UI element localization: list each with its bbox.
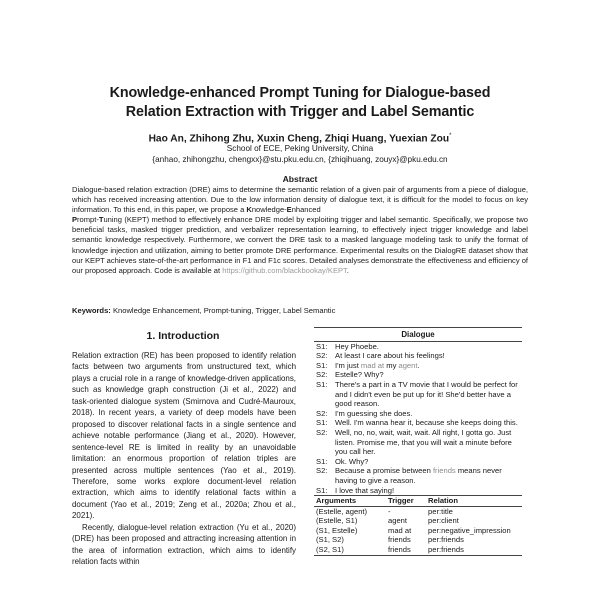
utterance-text: means never having to give a reason. [335, 466, 502, 485]
dialogue-turn [314, 486, 522, 496]
paper-title [0, 84, 600, 122]
table-row [314, 506, 522, 516]
author-emails: {anhao, zhihongzhu, chengxx}@stu.pku.edu.cn, {zhiqihuang, zouyx}@pku.edu.cn [152, 155, 448, 164]
cell-arguments: (Estelle, agent) [316, 506, 368, 516]
utterance [333, 418, 522, 428]
relation-table [314, 496, 522, 555]
abstract-body [72, 185, 528, 276]
introduction-body [72, 350, 296, 568]
cell-relation: per:negative_impression [428, 525, 511, 535]
cell-trigger: friends [388, 545, 411, 555]
trigger-highlight: friends [432, 466, 456, 476]
dialogue-turn [314, 409, 522, 419]
relation-header-row [314, 496, 522, 506]
utterance [333, 428, 522, 457]
utterance-text: Well. I'm wanna hear it, because she keeps doing this. [335, 418, 518, 428]
table-row [314, 535, 522, 545]
abstract-text: Dialogue-based relation extraction (DRE) aims to determine the semantic relation of a given pair of arguments from a piece of dialogue, which has received increasing attention. Due to the low information density of dialogue text, it is difficult for the model to focus on key information. To this end, in this paper, we propose a [72, 185, 528, 215]
title-line-1: Knowledge-enhanced Prompt Tuning for Dialogue-based [109, 85, 491, 101]
utterance-text: Because a promise between [335, 466, 433, 476]
acronym-letter: T [98, 215, 104, 225]
cell-relation: per:friends [428, 545, 464, 555]
section-heading-introduction: 1. Introduction [146, 330, 220, 342]
cell-arguments: (S1, S2) [316, 535, 344, 545]
abstract-text: . [346, 265, 349, 275]
dialogue-turn [314, 361, 522, 371]
keywords-label: Keywords: [72, 306, 111, 315]
abstract-text: nhanced [291, 205, 321, 215]
col-trigger: Trigger [388, 496, 428, 506]
table-bottom-rule [314, 555, 522, 556]
dialogue-heading: Dialogue [401, 330, 435, 339]
cell-trigger: friends [388, 535, 411, 545]
utterance [333, 409, 522, 419]
dialogue-turn [314, 380, 522, 409]
speaker-label: S1: [316, 418, 328, 428]
intro-paragraph-1: Relation extraction (RE) has been proposed to identify relation facts between two arguments from unstructured text, which plays a crucial role in a range of knowledge-driven applications, such as knowledge graph construction (Ji et al., 2022) and task-oriented dialogue system (Smirnova and Cudré-Mauroux, 2018). In recent years, a variety of deep models have been proposed to discover relational facts in a single sentence and achieve notable performance (Jiang et al., 2020). However, sentence-level RE is limited in reality by an unavoidable limitation: an enormous proportion of relation triples are presented across multiple sentences (Yao et al., 2019). Therefore, some works explore document-level relation extraction, which aims to identify relational facts within a document (Yao et al., 2019; Zeng et al., 2020a; Zhou et al., 2021). [72, 351, 296, 521]
dialogue-turn [314, 370, 522, 380]
corresponding-mark: * [449, 133, 452, 139]
dialogue-turns [314, 342, 522, 496]
utterance-text: Estelle? Why? [335, 370, 384, 380]
utterance [333, 351, 522, 361]
utterance-text: I'm just [335, 360, 361, 370]
utterance-text: Hey Phoebe. [335, 341, 379, 351]
speaker-label: S1: [316, 456, 328, 466]
speaker-label: S1: [316, 360, 328, 370]
utterance [333, 342, 522, 352]
keywords [72, 306, 528, 316]
cell-arguments: (Estelle, S1) [316, 516, 358, 526]
utterance [333, 466, 522, 485]
cell-trigger: agent [388, 516, 408, 526]
cell-relation: per:client [428, 516, 459, 526]
title-line-2: Relation Extraction with Trigger and Label Semantic [125, 104, 475, 120]
abstract-text: nowledge- [251, 205, 287, 215]
speaker-label: S2: [316, 466, 328, 476]
cell-relation: per:friends [428, 535, 464, 545]
dialogue-turn [314, 428, 522, 457]
utterance-text: There's a part in a TV movie that I would be perfect for and I didn't even be put up for it! She'd better have a good reason. [335, 379, 518, 409]
cell-trigger: mad at [388, 525, 412, 535]
utterance [333, 457, 522, 467]
utterance-text: Well, no, no, wait, wait, wait. All right, I gotta go. Just listen. Promise me, that you will wait a minute before you call her. [335, 427, 512, 457]
authors-text: Hao An, Zhihong Zhu, Xuxin Cheng, Zhiqi Huang, Yuexian Zou [148, 133, 450, 145]
code-link[interactable]: https://github.com/blackbookay/KEPT [222, 265, 347, 275]
utterance-text: At least I care about his feelings! [335, 351, 445, 361]
utterance [333, 380, 522, 409]
speaker-label: S1: [316, 485, 328, 495]
acronym-letter: K [246, 205, 252, 215]
abstract-text: uning [103, 215, 122, 225]
utterance [333, 370, 522, 380]
dialogue-turn [314, 418, 522, 428]
dialogue-example-table [314, 327, 522, 556]
cell-relation: per:title [428, 506, 453, 516]
abstract-heading: Abstract [282, 174, 318, 184]
speaker-label: S2: [316, 370, 328, 380]
utterance-text: I'm guessing she does. [335, 408, 413, 418]
utterance [333, 486, 522, 496]
affiliation: School of ECE, Peking University, China [226, 144, 374, 153]
keywords-text: Knowledge Enhancement, Prompt-tuning, Trigger, Label Semantic [110, 306, 336, 315]
speaker-label: S2: [316, 351, 328, 361]
dialogue-turn [314, 457, 522, 467]
acronym-letter: P [72, 215, 78, 225]
col-arguments: Arguments [314, 496, 388, 506]
speaker-label: S1: [316, 379, 328, 389]
utterance-text: . [417, 360, 420, 370]
dialogue-turn [314, 342, 522, 352]
cell-arguments: (S1, Estelle) [316, 525, 358, 535]
utterance-text: Ok. Why? [335, 456, 369, 466]
table-row [314, 516, 522, 526]
cell-arguments: (S2, S1) [316, 545, 344, 555]
utterance-text: my [384, 360, 399, 370]
dialogue-turn [314, 466, 522, 485]
dialogue-turn [314, 351, 522, 361]
speaker-label: S1: [316, 341, 328, 351]
intro-paragraph-2: Recently, dialogue-level relation extraction (Yu et al., 2020) (DRE) has been proposed and attracting increasing attention in the area of information extraction, which aims to identify relation facts within [72, 522, 296, 567]
speaker-label: S2: [316, 427, 328, 437]
col-relation: Relation [428, 496, 522, 506]
trigger-highlight: agent [398, 360, 418, 370]
speaker-label: S2: [316, 408, 328, 418]
trigger-highlight: mad at [360, 360, 385, 370]
utterance-text: I love that saying! [335, 485, 395, 495]
table-row [314, 526, 522, 536]
acronym-letter: E [286, 205, 292, 215]
cell-trigger: - [388, 506, 391, 516]
utterance [333, 361, 522, 371]
abstract-text: (KEPT) method to effectively enhance DRE model by exploiting trigger and label semantic. Specifically, we propose two beneficial tasks, masked trigger prediction, and verbalizer representation learning, to effectively inject trigger knowledge and label semantic knowledge respectively. Furthermore, we convert the DRE task to a masked language modeling task to unify the format of knowledge injection and utilization, aiming to better promote DRE performance. Experimental results on the DialogRE dataset show that our KEPT achieves state-of-the-art performance in F1 and F1c scores. Detailed analyses demonstrate the effectiveness and efficiency of our proposed approach. Code is available at [72, 215, 528, 275]
table-row [314, 545, 522, 555]
abstract-text: rompt- [77, 215, 99, 225]
